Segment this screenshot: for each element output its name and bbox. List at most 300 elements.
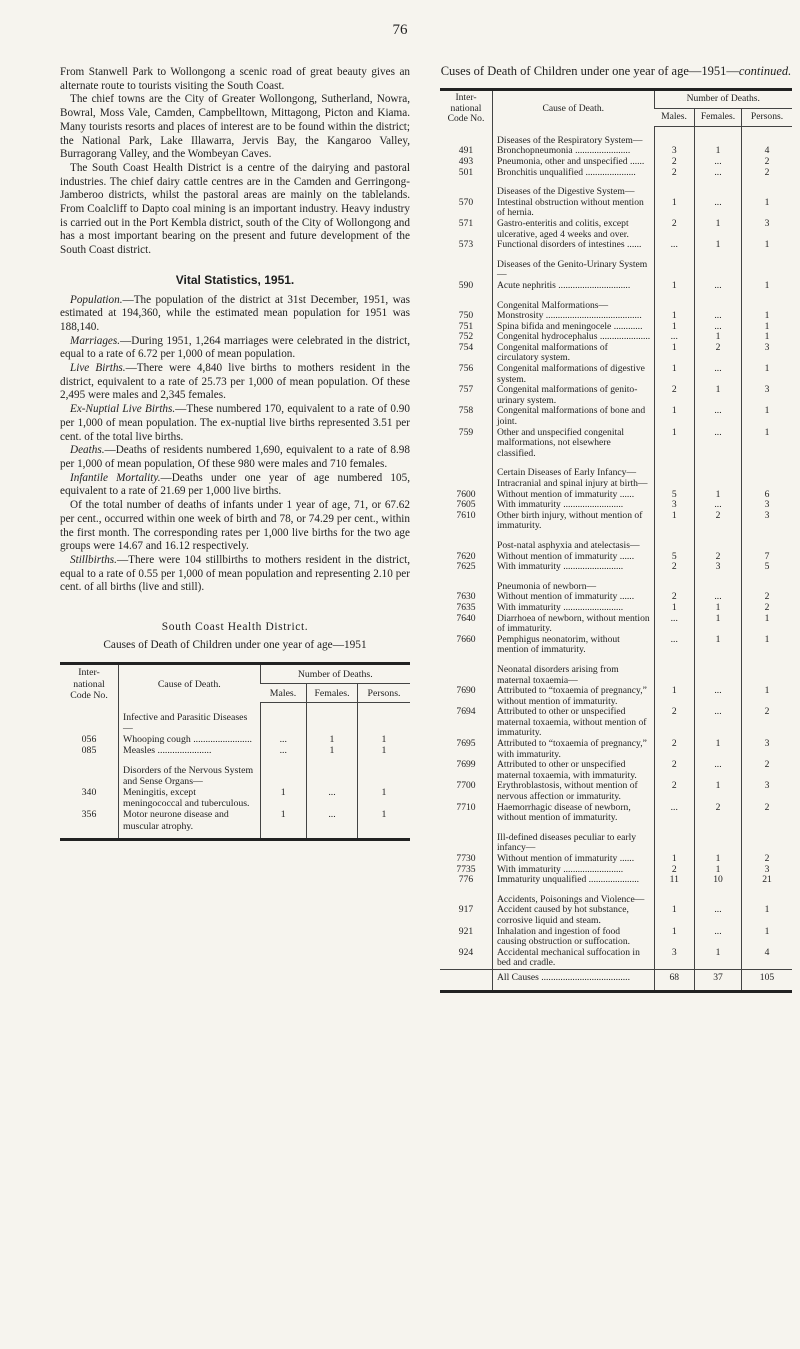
females-cell: 2 bbox=[695, 511, 742, 532]
persons-cell: 1 bbox=[742, 322, 793, 333]
persons-cell: 1 bbox=[742, 198, 793, 219]
persons-cell: 2 bbox=[742, 592, 793, 603]
persons-cell: 1 bbox=[742, 927, 793, 948]
cause-cell: Monstrosity ........................................ bbox=[493, 311, 655, 322]
persons-cell: 1 bbox=[358, 745, 411, 756]
cause-cell: Immaturity unqualified ..................... bbox=[493, 875, 655, 886]
males-cell: 3 bbox=[654, 948, 695, 970]
cause-cell: Congenital malformations of genito-urinary system. bbox=[493, 385, 655, 406]
code-cell: 356 bbox=[81, 809, 97, 821]
persons-cell: 7 bbox=[742, 552, 793, 563]
persons-cell: 2 bbox=[742, 168, 793, 179]
females-cell: 1 bbox=[695, 635, 742, 656]
code-cell: 921 bbox=[458, 925, 474, 937]
males-cell: ... bbox=[654, 635, 695, 656]
males-cell: 1 bbox=[654, 428, 695, 460]
females-cell: 2 bbox=[695, 343, 742, 364]
males-cell: 1 bbox=[260, 809, 307, 839]
males-cell: 1 bbox=[654, 322, 695, 333]
persons-cell: 1 bbox=[742, 614, 793, 635]
total-males: 68 bbox=[654, 969, 695, 991]
table-row bbox=[440, 168, 792, 179]
group-heading: Diseases of the Digestive System— bbox=[493, 178, 655, 198]
cause-cell: Functional disorders of intestines ...... bbox=[493, 240, 655, 251]
group-heading-row bbox=[440, 886, 792, 906]
header-code: Inter- national Code No. bbox=[440, 90, 493, 127]
deaths-paragraph: Deaths.—Deaths of residents numbered 1,690, equivalent to a rate of 8.98 per 1,000 of mean population, Of these 980 were males and 710 females. bbox=[60, 444, 410, 470]
persons-cell: 1 bbox=[742, 311, 793, 322]
males-cell: ... bbox=[654, 240, 695, 251]
cause-cell: Erythroblastosis, without mention of nervous affection or immaturity. bbox=[493, 781, 655, 802]
females-cell: ... bbox=[695, 592, 742, 603]
males-cell: 2 bbox=[654, 592, 695, 603]
code-cell bbox=[440, 886, 493, 906]
persons-cell: 21 bbox=[742, 875, 793, 886]
header-males: Males. bbox=[260, 684, 307, 703]
table-row bbox=[440, 219, 792, 240]
code-cell: 340 bbox=[81, 787, 97, 799]
code-cell: 590 bbox=[458, 279, 474, 291]
persons-cell: 3 bbox=[742, 385, 793, 406]
females-cell: 1 bbox=[695, 614, 742, 635]
females-cell: ... bbox=[695, 157, 742, 168]
table-row bbox=[60, 745, 410, 756]
cause-cell: Spina bifida and meningocele ............ bbox=[493, 322, 655, 333]
cause-cell: Congenital malformations of bone and joint. bbox=[493, 406, 655, 427]
group-heading-row bbox=[440, 459, 792, 489]
females-cell: ... bbox=[695, 428, 742, 460]
persons-cell: 3 bbox=[742, 500, 793, 511]
cause-cell: Gastro-enteritis and colitis, except ulcerative, aged 4 weeks and over. bbox=[493, 219, 655, 240]
cause-cell: Bronchitis unqualified ..................... bbox=[493, 168, 655, 179]
cause-cell: Acute nephritis .............................. bbox=[493, 281, 655, 292]
cause-cell: Attributed to other or unspecified maternal toxaemia, without mention of immaturity. bbox=[493, 707, 655, 739]
run-in-heading: Stillbirths. bbox=[70, 553, 117, 566]
code-cell: 757 bbox=[458, 384, 474, 396]
females-cell: ... bbox=[695, 406, 742, 427]
females-cell: ... bbox=[695, 322, 742, 333]
code-cell: 754 bbox=[458, 341, 474, 353]
group-heading: Ill-defined diseases peculiar to early infancy— bbox=[493, 824, 655, 854]
females-cell: ... bbox=[695, 707, 742, 739]
females-cell: ... bbox=[307, 787, 358, 809]
code-cell: 776 bbox=[458, 874, 474, 886]
code-cell bbox=[60, 703, 119, 734]
persons-cell: 1 bbox=[742, 635, 793, 656]
code-cell: 570 bbox=[458, 196, 474, 208]
females-cell: ... bbox=[695, 686, 742, 707]
females-cell: ... bbox=[695, 198, 742, 219]
cause-cell: Accidental mechanical suffocation in bed and cradle. bbox=[493, 948, 655, 970]
cause-cell: Without mention of immaturity ...... bbox=[493, 490, 655, 501]
table-row bbox=[440, 760, 792, 781]
code-cell bbox=[440, 656, 493, 686]
intro-paragraph: From Stanwell Park to Wollongong a scenic road of great beauty gives an alternate route to tourists visiting the South Coast. bbox=[60, 66, 410, 92]
table-row bbox=[440, 562, 792, 573]
group-heading-row bbox=[440, 532, 792, 552]
header-cause: Cause of Death. bbox=[119, 664, 261, 703]
group-heading-row bbox=[440, 824, 792, 854]
females-cell: 10 bbox=[695, 875, 742, 886]
males-cell: ... bbox=[654, 803, 695, 824]
females-cell: ... bbox=[695, 311, 742, 322]
code-cell: 493 bbox=[458, 155, 474, 167]
females-cell: 1 bbox=[695, 332, 742, 343]
cause-cell: Congenital malformations of circulatory system. bbox=[493, 343, 655, 364]
code-cell: 7694 bbox=[456, 706, 476, 718]
code-cell bbox=[440, 532, 493, 552]
code-cell bbox=[60, 756, 119, 787]
females-cell: 1 bbox=[695, 603, 742, 614]
code-cell: 752 bbox=[458, 331, 474, 343]
cause-cell: Pneumonia, other and unspecified ...... bbox=[493, 157, 655, 168]
run-in-heading: Population. bbox=[70, 293, 123, 306]
males-cell: 5 bbox=[654, 490, 695, 501]
cause-cell: With immaturity ......................... bbox=[493, 562, 655, 573]
persons-cell: 3 bbox=[742, 219, 793, 240]
persons-cell: 1 bbox=[742, 428, 793, 460]
females-cell: 1 bbox=[695, 854, 742, 865]
causes-table-left bbox=[60, 662, 410, 840]
table-row bbox=[440, 332, 792, 343]
females-cell: ... bbox=[695, 168, 742, 179]
table-row bbox=[440, 198, 792, 219]
code-cell: 573 bbox=[458, 239, 474, 251]
cause-cell: Meningitis, except meningococcal and tuberculous. bbox=[119, 787, 261, 809]
males-cell: 1 bbox=[654, 854, 695, 865]
cause-cell: Measles ...................... bbox=[119, 745, 261, 756]
persons-cell: 1 bbox=[742, 406, 793, 427]
group-heading-row bbox=[440, 573, 792, 593]
persons-cell: 4 bbox=[742, 146, 793, 157]
females-cell: ... bbox=[695, 905, 742, 926]
table-row bbox=[440, 875, 792, 886]
group-heading: Neonatal disorders arising from maternal toxaemia— bbox=[493, 656, 655, 686]
males-cell: 1 bbox=[260, 787, 307, 809]
code-cell: 056 bbox=[81, 733, 97, 745]
code-cell bbox=[440, 292, 493, 312]
code-cell: 7625 bbox=[456, 561, 476, 573]
males-cell: 2 bbox=[654, 385, 695, 406]
females-cell: 1 bbox=[695, 948, 742, 970]
table-row bbox=[440, 614, 792, 635]
table-row bbox=[440, 511, 792, 532]
cause-cell: Whooping cough ........................ bbox=[119, 734, 261, 745]
population-paragraph: Population.—The population of the district at 31st December, 1951, was estimated at 194,360, while the estimated mean population for 1951 was 188,140. bbox=[60, 293, 410, 333]
code-cell: 917 bbox=[458, 904, 474, 916]
females-cell: ... bbox=[307, 809, 358, 839]
code-cell bbox=[440, 251, 493, 281]
code-cell bbox=[440, 824, 493, 854]
table-row bbox=[440, 781, 792, 802]
persons-cell: 3 bbox=[742, 511, 793, 532]
table-row bbox=[440, 739, 792, 760]
cause-cell: Congenital hydrocephalus ..................... bbox=[493, 332, 655, 343]
header-persons: Persons. bbox=[742, 109, 793, 127]
males-cell: 1 bbox=[654, 311, 695, 322]
towns-paragraph: The chief towns are the City of Greater Wollongong, Sutherland, Nowra, Bowral, Moss Vale, Camden, Campbelltown, Mittagong, Picton and Kiama. Many tourists resorts and places of interest are to be found within the district; the National Park, Lake Illawarra, Jervis Bay, the Kangaroo Valley, Burragorang Valley, and the Wombeyan Caves. bbox=[60, 93, 410, 161]
persons-cell: 2 bbox=[742, 157, 793, 168]
run-in-heading: Ex-Nuptial Live Births. bbox=[70, 403, 176, 416]
cause-cell: Without mention of immaturity ...... bbox=[493, 592, 655, 603]
persons-cell: 1 bbox=[742, 240, 793, 251]
persons-cell: 1 bbox=[358, 734, 411, 745]
header-persons: Persons. bbox=[358, 684, 411, 703]
continued-label: continued. bbox=[738, 64, 792, 78]
persons-cell: 2 bbox=[742, 603, 793, 614]
code-cell: 924 bbox=[458, 946, 474, 958]
cause-cell: Inhalation and ingestion of food causing obstruction or suffocation. bbox=[493, 927, 655, 948]
table-row bbox=[440, 603, 792, 614]
females-cell: ... bbox=[695, 927, 742, 948]
code-cell: 7710 bbox=[456, 801, 476, 813]
persons-cell: 1 bbox=[742, 905, 793, 926]
females-cell: 1 bbox=[695, 385, 742, 406]
group-heading-row bbox=[440, 251, 792, 281]
females-cell: 2 bbox=[695, 803, 742, 824]
code-cell: 7695 bbox=[456, 738, 476, 750]
code-cell: 7635 bbox=[456, 601, 476, 613]
code-cell bbox=[440, 573, 493, 593]
males-cell: 2 bbox=[654, 760, 695, 781]
code-cell: 085 bbox=[81, 744, 97, 756]
header-females: Females. bbox=[307, 684, 358, 703]
cause-cell: Congenital malformations of digestive system. bbox=[493, 364, 655, 385]
code-cell: 7600 bbox=[456, 488, 476, 500]
table-row bbox=[440, 406, 792, 427]
table-row bbox=[440, 364, 792, 385]
cause-cell: With immaturity ......................... bbox=[493, 865, 655, 876]
code-cell: 491 bbox=[458, 145, 474, 157]
males-cell: ... bbox=[654, 614, 695, 635]
females-cell: 1 bbox=[695, 490, 742, 501]
table-row bbox=[440, 635, 792, 656]
total-label: All Causes ..................................... bbox=[493, 969, 655, 991]
females-cell: 1 bbox=[695, 781, 742, 802]
males-cell: 1 bbox=[654, 927, 695, 948]
right-table-body bbox=[440, 127, 792, 991]
cause-cell: Diarrhoea of newborn, without mention of immaturity. bbox=[493, 614, 655, 635]
table-row bbox=[60, 809, 410, 839]
cause-cell: Intestinal obstruction without mention of hernia. bbox=[493, 198, 655, 219]
males-cell: 1 bbox=[654, 364, 695, 385]
code-cell bbox=[440, 178, 493, 198]
code-cell: 7605 bbox=[456, 499, 476, 511]
table-title: Causes of Death of Children under one year of age—1951 bbox=[103, 638, 367, 651]
females-cell: 1 bbox=[307, 745, 358, 756]
page-number: 76 bbox=[392, 22, 408, 38]
females-cell: 2 bbox=[695, 552, 742, 563]
males-cell: ... bbox=[654, 332, 695, 343]
males-cell: ... bbox=[260, 745, 307, 756]
persons-cell: 2 bbox=[742, 760, 793, 781]
code-cell: 7700 bbox=[456, 780, 476, 792]
group-heading-row bbox=[440, 178, 792, 198]
persons-cell: 1 bbox=[358, 809, 411, 839]
males-cell: 1 bbox=[654, 511, 695, 532]
infantile-mortality-paragraph: Infantile Mortality.—Deaths under one year of age numbered 105, equivalent to a rate of 21.69 per 1,000 live births. bbox=[60, 471, 410, 498]
group-heading-row bbox=[60, 703, 410, 734]
males-cell: 5 bbox=[654, 552, 695, 563]
code-cell: 7699 bbox=[456, 759, 476, 771]
run-in-heading: Marriages. bbox=[70, 334, 121, 347]
header-females: Females. bbox=[695, 109, 742, 127]
cause-cell: Bronchopneumonia ....................... bbox=[493, 146, 655, 157]
table-row bbox=[440, 157, 792, 168]
females-cell: ... bbox=[695, 760, 742, 781]
live-births-paragraph: Live Births.—There were 4,840 live births to mothers resident in the district, equivalent to a rate of 25.73 per 1,000 of mean population. Of these 2,495 were males and 2,345 females. bbox=[60, 362, 410, 402]
persons-cell: 3 bbox=[742, 781, 793, 802]
persons-cell: 1 bbox=[742, 364, 793, 385]
table-row bbox=[60, 734, 410, 745]
group-heading: Infective and Parasitic Diseases— bbox=[119, 703, 261, 734]
females-cell: 1 bbox=[695, 240, 742, 251]
persons-cell: 2 bbox=[742, 707, 793, 739]
cause-cell: Haemorrhagic disease of newborn, without mention of immaturity. bbox=[493, 803, 655, 824]
cause-cell: Accident caused by hot substance, corrosive liquid and steam. bbox=[493, 905, 655, 926]
persons-cell: 1 bbox=[742, 281, 793, 292]
females-cell: 1 bbox=[307, 734, 358, 745]
run-in-heading: Deaths. bbox=[70, 444, 105, 457]
marriages-paragraph: Marriages.—During 1951, 1,264 marriages were celebrated in the district, equal to a rate of 6.72 per 1,000 of mean population. bbox=[60, 334, 410, 361]
right-column bbox=[440, 88, 792, 993]
table-row bbox=[440, 385, 792, 406]
code-cell bbox=[440, 459, 493, 489]
code-cell: 7730 bbox=[456, 853, 476, 864]
table-row bbox=[440, 240, 792, 251]
code-cell: 501 bbox=[458, 166, 474, 178]
table-row bbox=[440, 428, 792, 460]
code-cell: 751 bbox=[458, 320, 474, 332]
males-cell: 2 bbox=[654, 168, 695, 179]
persons-cell: 2 bbox=[742, 803, 793, 824]
cause-cell: Other and unspecified congenital malformations, not elsewhere classified. bbox=[493, 428, 655, 460]
group-heading: Accidents, Poisonings and Violence— bbox=[493, 886, 655, 906]
females-cell: 1 bbox=[695, 865, 742, 876]
persons-cell: 3 bbox=[742, 865, 793, 876]
table-row bbox=[440, 803, 792, 824]
persons-cell: 1 bbox=[742, 686, 793, 707]
persons-cell: 1 bbox=[742, 332, 793, 343]
table-row bbox=[440, 686, 792, 707]
persons-cell: 2 bbox=[742, 854, 793, 865]
females-cell: 1 bbox=[695, 146, 742, 157]
females-cell: ... bbox=[695, 500, 742, 511]
males-cell: 3 bbox=[654, 500, 695, 511]
header-number: Number of Deaths. bbox=[260, 664, 410, 684]
males-cell: 2 bbox=[654, 562, 695, 573]
males-cell: 2 bbox=[654, 781, 695, 802]
ex-nuptial-paragraph: Ex-Nuptial Live Births.—These numbered 170, equivalent to a rate of 0.90 per 1,000 of mean population. The ex-nuptial live births represented 3.51 per cent. of the total live births. bbox=[60, 403, 410, 443]
right-table-title: Cuses of Death of Children under one year of age—1951—continued. bbox=[440, 64, 792, 78]
cause-cell: Without mention of immaturity ...... bbox=[493, 552, 655, 563]
code-cell: 756 bbox=[458, 363, 474, 375]
code-cell: 7690 bbox=[456, 685, 476, 697]
persons-cell: 5 bbox=[742, 562, 793, 573]
total-persons: 105 bbox=[742, 969, 793, 991]
persons-cell: 4 bbox=[742, 948, 793, 970]
persons-cell: 6 bbox=[742, 490, 793, 501]
cause-cell: Attributed to “toxaemia of pregnancy,” with immaturity. bbox=[493, 739, 655, 760]
cause-cell: Other birth injury, without mention of immaturity. bbox=[493, 511, 655, 532]
males-cell: 1 bbox=[654, 343, 695, 364]
group-heading: Pneumonia of newborn— bbox=[493, 573, 655, 593]
cause-cell: With immaturity ......................... bbox=[493, 603, 655, 614]
males-cell: 1 bbox=[654, 198, 695, 219]
group-heading: Certain Diseases of Early Infancy— Intracranial and spinal injury at birth— bbox=[493, 459, 655, 489]
run-in-heading: Infantile Mortality. bbox=[70, 471, 161, 484]
table-row bbox=[60, 787, 410, 809]
group-heading-row bbox=[440, 292, 792, 312]
total-females: 37 bbox=[695, 969, 742, 991]
table-row bbox=[440, 927, 792, 948]
code-cell: 7640 bbox=[456, 612, 476, 624]
group-heading-row bbox=[440, 127, 792, 147]
code-cell: 758 bbox=[458, 405, 474, 417]
table-row bbox=[440, 948, 792, 970]
stillbirths-paragraph: Stillbirths.—There were 104 stillbirths to mothers resident in the district, equal to a rate of 0.55 per 1,000 of mean population and representing 2.10 per cent. of all births (live and still). bbox=[60, 553, 410, 594]
males-cell: 1 bbox=[654, 905, 695, 926]
table-row bbox=[440, 343, 792, 364]
cause-cell: Motor neurone disease and muscular atrophy. bbox=[119, 809, 261, 839]
males-cell: 1 bbox=[654, 686, 695, 707]
header-males: Males. bbox=[654, 109, 695, 127]
males-cell: 11 bbox=[654, 875, 695, 886]
header-cause: Cause of Death. bbox=[493, 90, 655, 127]
industry-paragraph: The South Coast Health District is a centre of the dairying and pastoral industries. The chief dairy cattle centres are in the Camden and Gerringong-Jamberoo districts, whilst the pastoral areas are mainly on the tablelands. From Coalcliff to Dapto coal mining is an important industry. Heavy industry is carried out in the Port Kembla district, south of the City of Wollongong and has a most important bearing on the present and future development of the South Coast district. bbox=[60, 161, 410, 257]
males-cell: 1 bbox=[654, 281, 695, 292]
vital-statistics-title: Vital Statistics, 1951. bbox=[175, 272, 295, 287]
code-cell bbox=[440, 127, 493, 147]
females-cell: 3 bbox=[695, 562, 742, 573]
table-row bbox=[440, 707, 792, 739]
group-heading-row bbox=[60, 756, 410, 787]
males-cell: 3 bbox=[654, 146, 695, 157]
males-cell: ... bbox=[260, 734, 307, 745]
cause-cell: Attributed to other or unspecified maternal toxaemia, with immaturity. bbox=[493, 760, 655, 781]
left-table-body bbox=[60, 703, 410, 839]
males-cell: 2 bbox=[654, 157, 695, 168]
code-cell: 571 bbox=[458, 217, 474, 229]
females-cell: 1 bbox=[695, 219, 742, 240]
group-heading: Post-natal asphyxia and atelectasis— bbox=[493, 532, 655, 552]
run-in-heading: Live Births. bbox=[70, 362, 126, 375]
cause-cell: With immaturity ......................... bbox=[493, 500, 655, 511]
group-heading: Diseases of the Respiratory System— bbox=[493, 127, 655, 147]
code-cell: 750 bbox=[458, 310, 474, 322]
females-cell: 1 bbox=[695, 739, 742, 760]
code-cell: 7620 bbox=[456, 550, 476, 562]
total-row bbox=[440, 969, 792, 991]
persons-cell: 3 bbox=[742, 739, 793, 760]
females-cell: ... bbox=[695, 364, 742, 385]
males-cell: 1 bbox=[654, 406, 695, 427]
code-cell: 759 bbox=[458, 426, 474, 438]
group-heading-row bbox=[440, 656, 792, 686]
persons-cell: 1 bbox=[358, 787, 411, 809]
males-cell: 2 bbox=[654, 865, 695, 876]
females-cell: ... bbox=[695, 281, 742, 292]
header-number: Number of Deaths. bbox=[654, 90, 792, 109]
header-code: Inter- national Code No. bbox=[60, 664, 119, 703]
cause-cell: Without mention of immaturity ...... bbox=[493, 854, 655, 865]
cause-cell: Pemphigus neonatorim, without mention of immaturity. bbox=[493, 635, 655, 656]
code-cell: 7610 bbox=[456, 509, 476, 521]
cause-cell: Attributed to “toxaemia of pregnancy,” without mention of immaturity. bbox=[493, 686, 655, 707]
code-cell: 7660 bbox=[456, 633, 476, 645]
group-heading: Congenital Malformations— bbox=[493, 292, 655, 312]
district-title: South Coast Health District. bbox=[161, 621, 309, 634]
